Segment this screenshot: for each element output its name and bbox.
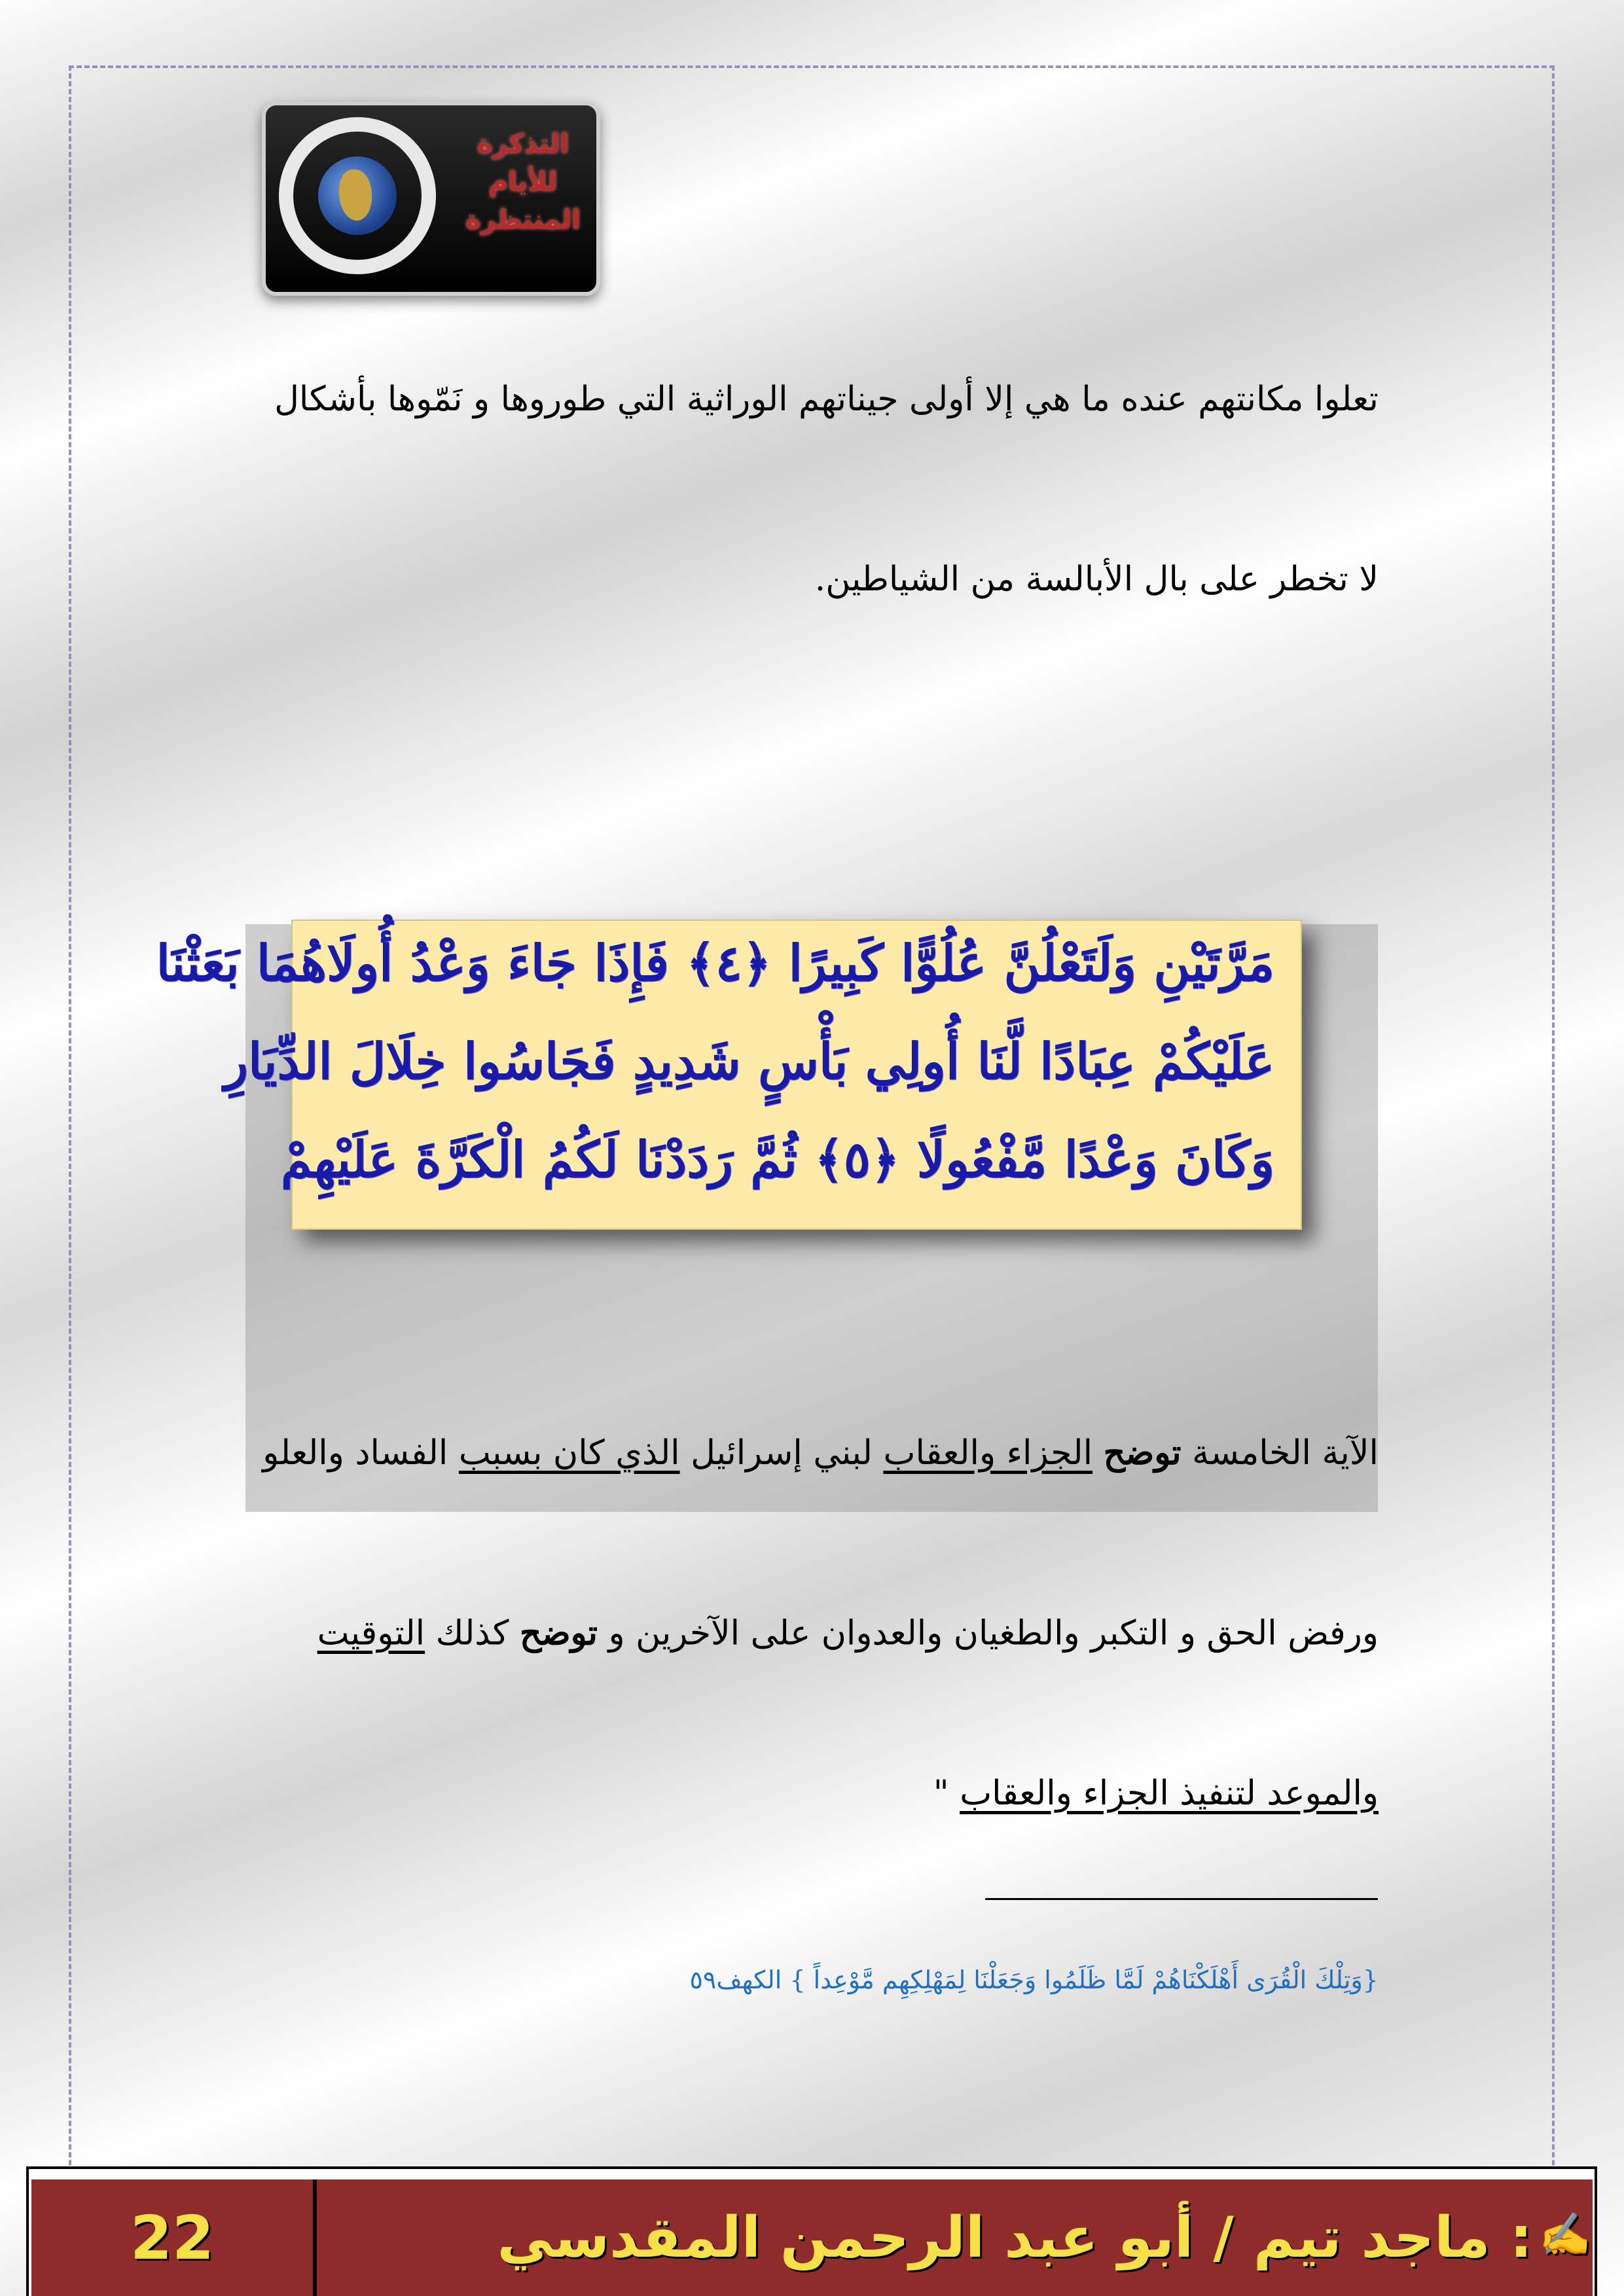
underlined-text: التوقيت (317, 1613, 425, 1653)
quran-verse-box (156, 920, 1302, 1230)
page-number: 22 (31, 2179, 317, 2296)
logo-text (458, 125, 588, 239)
text: الآية الخامسة (1181, 1433, 1379, 1473)
quran-line: مَرَّتَيْنِ وَلَتَعْلُنَّ عُلُوًّا كَبِيرًا ﴿٤﴾ فَإِذَا جَاءَ وَعْدُ أُولَاهُمَا بَعَثْنَا (156, 934, 1274, 992)
bold-text: توضح (1103, 1433, 1182, 1473)
pen-icon: ✍ (1539, 2211, 1591, 2259)
text: ورفض الحق و التكبر والطغيان والعدوان على الآخرين و (597, 1613, 1379, 1653)
logo-text-line: للأيام (488, 167, 558, 197)
logo-text-line: المنتظرة (465, 205, 581, 235)
body-line-1 (262, 1430, 1379, 1476)
logo-text-line: التذكرة (477, 129, 569, 159)
underlined-text: الذي كان بسبب (458, 1433, 680, 1473)
footnote-separator (985, 1898, 1378, 1900)
text (1092, 1433, 1104, 1473)
text: الفساد والعلو (262, 1433, 459, 1473)
quran-line: وَكَانَ وَعْدًا مَّفْعُولًا ﴿٥﴾ ثُمَّ رَدَدْنَا لَكُمُ الْكَرَّةَ عَلَيْهِمْ (280, 1130, 1274, 1189)
paragraph-line-2: لا تخطر على بال الأبالسة من الشياطين. (814, 560, 1379, 599)
text: " (933, 1774, 960, 1813)
footer-author: : ماجد تيم / أبو عبد الرحمن المقدسي (497, 2205, 1532, 2270)
text: لبني إسرائيل (679, 1433, 884, 1473)
footnote: {وَتِلْكَ الْقُرَى أَهْلَكْنَاهُمْ لَمَّا ظَلَمُوا وَجَعَلْنَا لِمَهْلِكِهِم مَّوْعِداً } الكهف٥٩ (689, 1965, 1379, 1994)
body-line-2 (317, 1600, 1379, 1656)
quran-line: عَلَيْكُمْ عِبَادًا لَّنَا أُولِي بَأْسٍ شَدِيدٍ فَجَاسُوا خِلَالَ الدِّيَارِ (224, 1032, 1274, 1090)
paragraph-line-1: تعلوا مكانتهم عنده ما هي إلا أولى جيناتهم الوراثية التي طوروها و نَمّوها بأشكال (274, 380, 1379, 419)
bold-text: توضح (519, 1613, 598, 1653)
underlined-text: والموعد لتنفيذ الجزاء والعقاب (960, 1774, 1379, 1813)
underlined-text: الجزاء والعقاب (883, 1433, 1093, 1473)
text: كذلك (425, 1613, 520, 1653)
logo (262, 101, 600, 296)
body-line-3 (933, 1770, 1379, 1816)
